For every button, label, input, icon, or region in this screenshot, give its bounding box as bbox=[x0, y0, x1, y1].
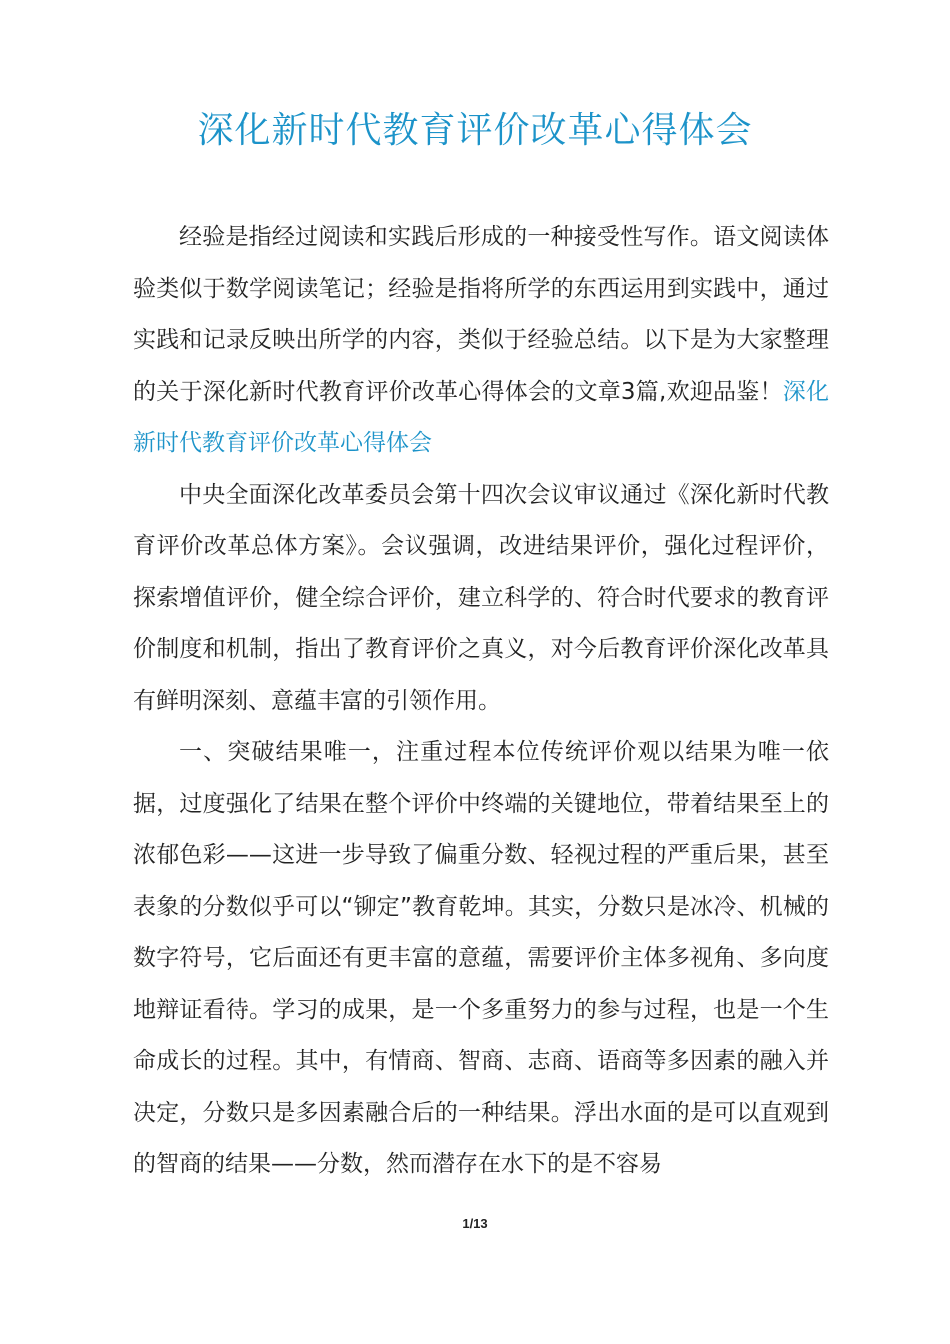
page-number: 1/13 bbox=[462, 1216, 488, 1231]
paragraph-section-one: 一、突破结果唯一，注重过程本位传统评价观以结果为唯一依据，过度强化了结果在整个评价中终端的关键地位，带着结果至上的浓郁色彩——这进一步导致了偏重分数、轻视过程的严重后果，甚至表象的分数似乎可以“铆定”教育乾坤。其实，分数只是冰冷、机械的数字符号，它后面还有更丰富的意蕴，需要评价主体多视角、多向度地辩证看待。学习的成果，是一个多重努力的参与过程，也是一个生命成长的过程。其中，有情商、智商、志商、语商等多因素的融入并决定，分数只是多因素融合后的一种结果。浮出水面的是可以直观到的智商的结果——分数，然而潜存在水下的是不容易 bbox=[133, 739, 829, 1177]
article-title-link[interactable]: 深化新时代教育评价改革心得体会 bbox=[133, 378, 830, 456]
page-title: 深化新时代教育评价改革心得体会 bbox=[197, 110, 753, 151]
paragraph-meeting: 中央全面深化改革委员会第十四次会议审议通过《深化新时代教育评价改革总体方案》。会议强调，改进结果评价，强化过程评价，探索增值评价，健全综合评价，建立科学的、符合时代要求的教育评价制度和机制，指出了教育评价之真义，对今后教育评价深化改革具有鲜明深刻、意蕴丰富的引领作用。 bbox=[133, 481, 829, 714]
document-body bbox=[133, 212, 829, 1191]
paragraph-intro-text: 经验是指经过阅读和实践后形成的一种接受性写作。语文阅读体验类似于数学阅读笔记；经验是指将所学的东西运用到实践中，通过实践和记录反映出所学的内容，类似于经验总结。以下是为大家整理的关于深化新时代教育评价改革心得体会的文章3篇,欢迎品鉴！ bbox=[133, 224, 829, 405]
paragraph-intro bbox=[133, 212, 829, 470]
